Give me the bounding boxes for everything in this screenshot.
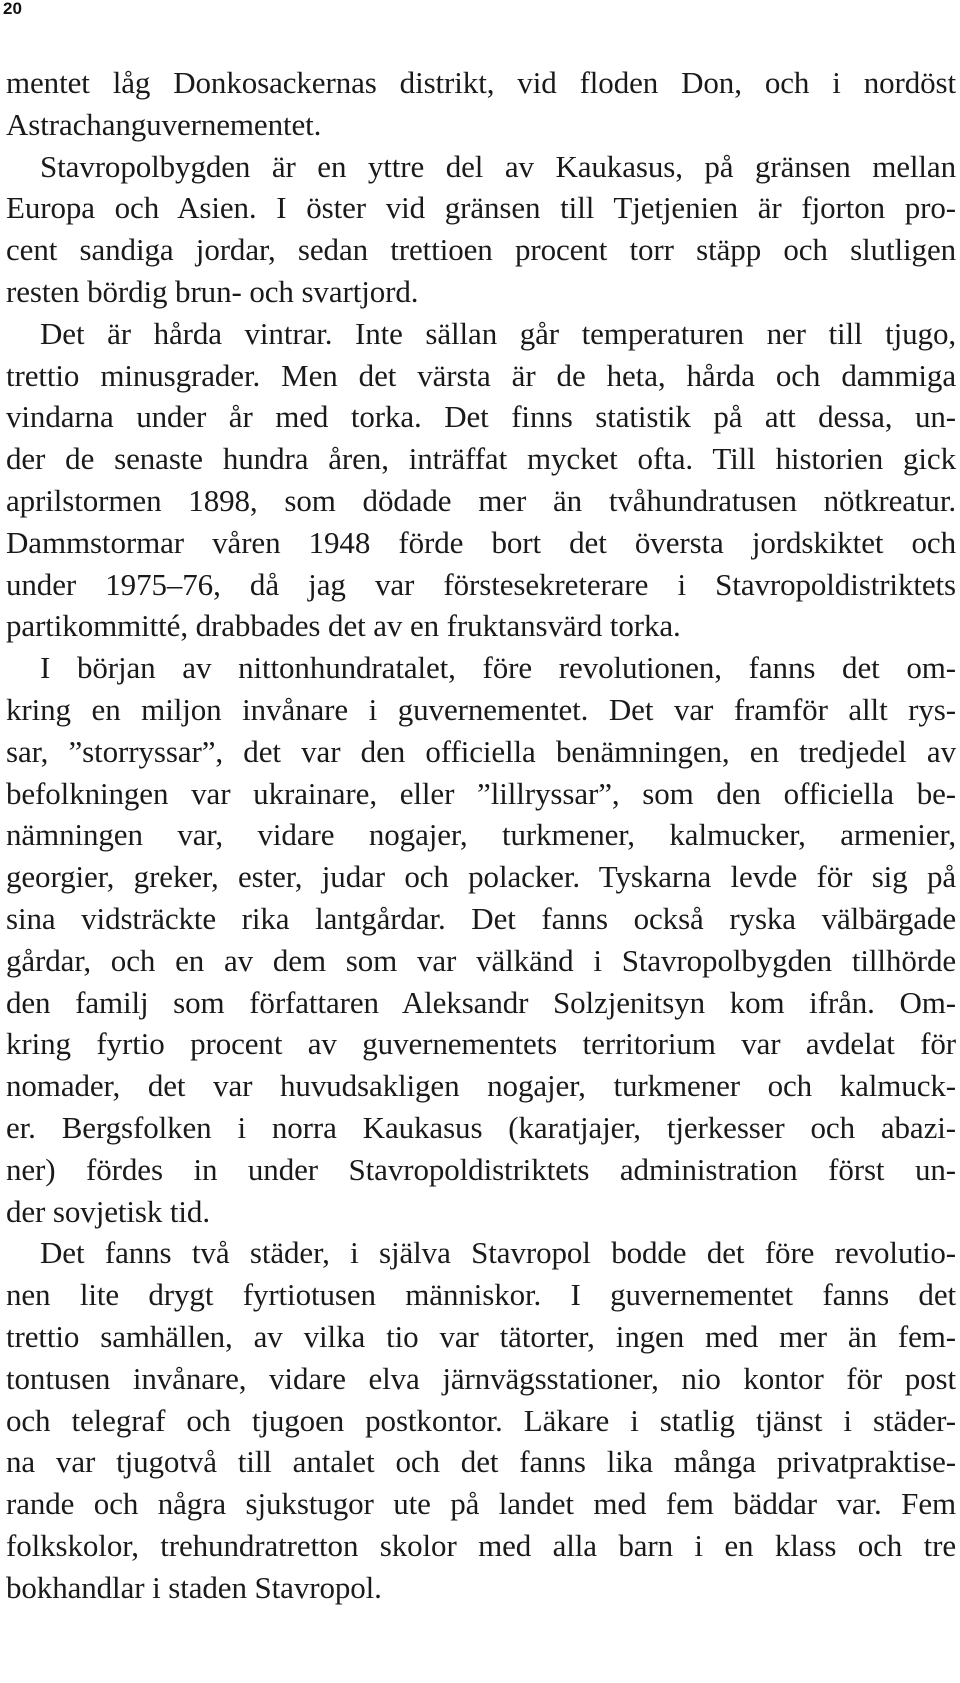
- text-line: der de senaste hundra åren, inträffat mycket ofta. Till historien gick: [6, 441, 956, 477]
- text-line: Stavropolbygden är en yttre del av Kaukasus, på gränsen mellan: [40, 148, 956, 184]
- text-line: na var tjugotvå till antalet och det fanns lika många privatpraktise-: [6, 1444, 956, 1480]
- text-line: er. Bergsfolken i norra Kaukasus (karatjajer, tjerkesser och abazi-: [6, 1109, 956, 1145]
- text-line: den familj som författaren Aleksandr Solzjenitsyn kom ifrån. Om-: [6, 984, 956, 1020]
- text-line: rande och några sjukstugor ute på landet med fem bäddar var. Fem: [6, 1486, 956, 1522]
- text-line: I början av nittonhundratalet, före revolutionen, fanns det om-: [40, 650, 956, 686]
- text-line: aprilstormen 1898, som dödade mer än tvåhundratusen nötkreatur.: [6, 482, 956, 518]
- text-line: cent sandiga jordar, sedan trettioen procent torr stäpp och slutligen: [6, 232, 956, 268]
- text-line: partikommitté, drabbades det av en fruktansvärd torka.: [6, 608, 681, 644]
- text-line: trettio minusgrader. Men det värsta är de heta, hårda och dammiga: [6, 357, 956, 393]
- text-line: sar, ”storryssar”, det var den officiella benämningen, en tredjedel av: [6, 733, 956, 769]
- text-line: nomader, det var huvudsakligen nogajer, turkmener och kalmuck-: [6, 1068, 956, 1104]
- text-line: georgier, greker, ester, judar och polacker. Tyskarna levde för sig på: [6, 859, 956, 895]
- text-line: vindarna under år med torka. Det finns statistik på att dessa, un-: [6, 399, 956, 435]
- text-line: Det fanns två städer, i själva Stavropol bodde det före revolutio-: [40, 1235, 956, 1271]
- text-line: Europa och Asien. I öster vid gränsen till Tjetjenien är fjorton pro-: [6, 190, 956, 226]
- text-line: nen lite drygt fyrtiotusen människor. I guvernementet fanns det: [6, 1277, 956, 1313]
- body-text: [6, 62, 956, 1608]
- text-line: Astrachanguvernementet.: [6, 106, 322, 142]
- text-line: folkskolor, trehundratretton skolor med alla barn i en klass och tre: [6, 1527, 956, 1563]
- text-line: sina vidsträckte rika lantgårdar. Det fanns också ryska välbärgade: [6, 900, 956, 936]
- page-number: 20: [3, 0, 22, 18]
- text-line: befolkningen var ukrainare, eller ”lillryssar”, som den officiella be-: [6, 775, 956, 811]
- text-line: under 1975–76, då jag var förstesekreterare i Stavropoldistriktets: [6, 566, 956, 602]
- text-line: resten bördig brun- och svartjord.: [6, 273, 419, 309]
- text-line: tontusen invånare, vidare elva järnvägsstationer, nio kontor för post: [6, 1360, 956, 1396]
- text-line: Dammstormar våren 1948 förde bort det översta jordskiktet och: [6, 524, 956, 560]
- text-line: kring fyrtio procent av guvernementets territorium var avdelat för: [6, 1026, 956, 1062]
- text-line: ner) fördes in under Stavropoldistriktets administration först un-: [6, 1151, 956, 1187]
- text-line: kring en miljon invånare i guvernementet. Det var framför allt rys-: [6, 691, 956, 727]
- text-line: der sovjetisk tid.: [6, 1193, 210, 1229]
- text-line: mentet låg Donkosackernas distrikt, vid floden Don, och i nordöst: [6, 65, 956, 100]
- text-line: Det är hårda vintrar. Inte sällan går temperaturen ner till tjugo,: [40, 315, 956, 351]
- text-line: och telegraf och tjugoen postkontor. Läkare i statlig tjänst i städer-: [6, 1402, 956, 1438]
- text-line: gårdar, och en av dem som var välkänd i Stavropolbygden tillhörde: [6, 942, 956, 978]
- text-line: bokhandlar i staden Stavropol.: [6, 1569, 382, 1605]
- text-line: trettio samhällen, av vilka tio var tätorter, ingen med mer än fem-: [6, 1318, 956, 1354]
- text-line: nämningen var, vidare nogajer, turkmener, kalmucker, armenier,: [6, 817, 956, 853]
